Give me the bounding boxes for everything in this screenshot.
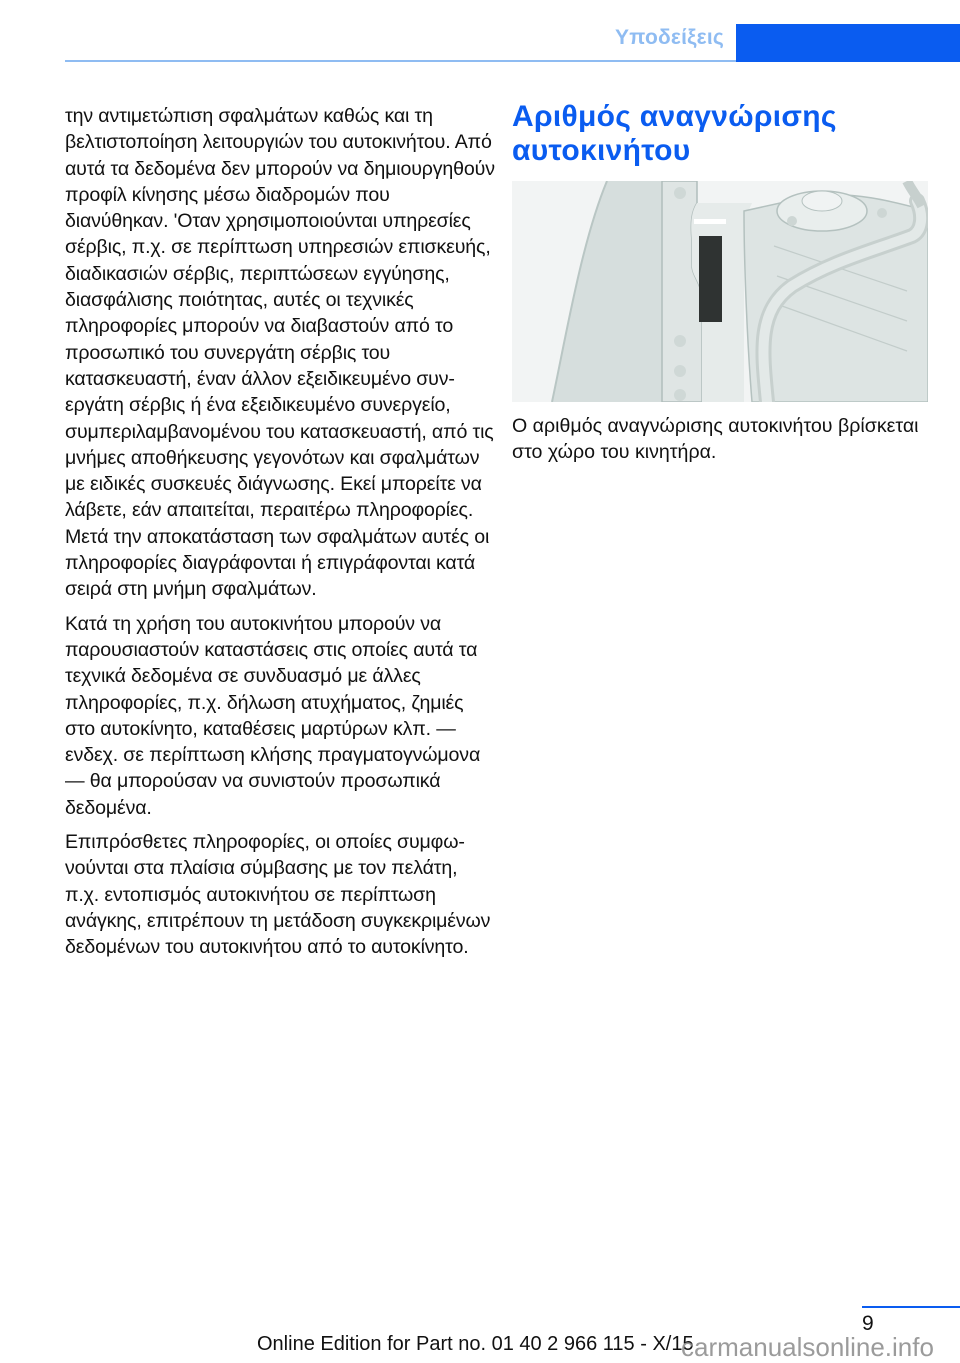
body-paragraph: Κατά τη χρήση του αυτοκινήτου μπορούν να παρουσιαστούν καταστάσεις στις οποίες αυτά τα τεχνικά δεδομένα σε συνδυασμό με άλλες πληροφορίες, π.χ. δήλωση ατυχήματος, ζημιές στο αυτοκίνητο, καταθέσεις μαρτύρων κλπ. — ενδεχ. σε περίπτωση κλήσης πραγματογνώμονα — θα μπορούσαν να συνιστούν προσωπικά δεδομένα. [65, 612, 481, 819]
header-rule [65, 60, 737, 62]
page-number: 9 [862, 1312, 874, 1335]
section-header-title: Υποδείξεις [615, 26, 724, 49]
header-accent-block [736, 24, 960, 62]
watermark: carmanualsonline.info [681, 1332, 934, 1362]
left-column [65, 103, 495, 969]
engine-bay-vin-label-illustration-icon [512, 181, 928, 402]
edition-text: Online Edition for Part no. 01 40 2 966 115 - X/15 [257, 1333, 694, 1355]
footer-rule [862, 1306, 960, 1308]
right-column [512, 100, 932, 168]
section-heading: Αριθμός αναγνώρισης αυτοκινήτου [512, 100, 837, 167]
body-paragraph: Επιπρόσθετες πληροφορίες, οι οποίες συμφωνούνται στα πλαίσια σύμβασης με τον πελάτη, π.χ. εντοπισμός αυτοκινήτου σε περίπτωση ανάγκης, επιτρέπουν τη μετάδοση συγκεκριμένων δεδομένων του αυτοκινήτου από το αυτοκίνητο. [65, 831, 491, 959]
body-paragraph: την αντιμετώπιση σφαλμάτων καθώς και τη βελτιστοποίηση λειτουργιών του αυτοκινήτου. Από αυτά τα δεδομένα δεν μπορούν να δημιουργηθούν προφίλ κίνησης μέσω διαδρομών που διανύθηκαν. 'Οταν χρησιμοποιούνται υπηρεσίες σέρβις, π.χ. σε περίπτωση υπηρεσιών επισκευής, διαδικασιών σέρβις, περιπτώσεων εγγύησης, διασφάλισης ποιότητας, αυτές οι τεχνικές πληροφορίες μπορούν να διαβαστούν από το προσωπικό του συνεργάτη σέρβις του κατασκευαστή, έναν άλλον εξειδικευμένο συνεργάτη σέρβις ή ένα εξειδικευμένο συνεργείο, συμπεριλαμβανομένου του κατασκευαστή, από τις μνήμες αποθήκευσης γεγονότων και σφαλμάτων με ειδικές συσκευές διάγνωσης. Εκεί μπορείτε να λάβετε, εάν απαιτείται, περαιτέρω πληροφορίες. Μετά την αποκατάσταση των σφαλμάτων αυτές οι πληροφορίες διαγράφονται ή επιγράφονται κατά σειρά στη μνήμη σφαλμάτων. [65, 105, 495, 601]
figure-caption: Ο αριθμός αναγνώρισης αυτοκινήτου βρίσκεται στο χώρο του κινητήρα. [512, 415, 919, 464]
